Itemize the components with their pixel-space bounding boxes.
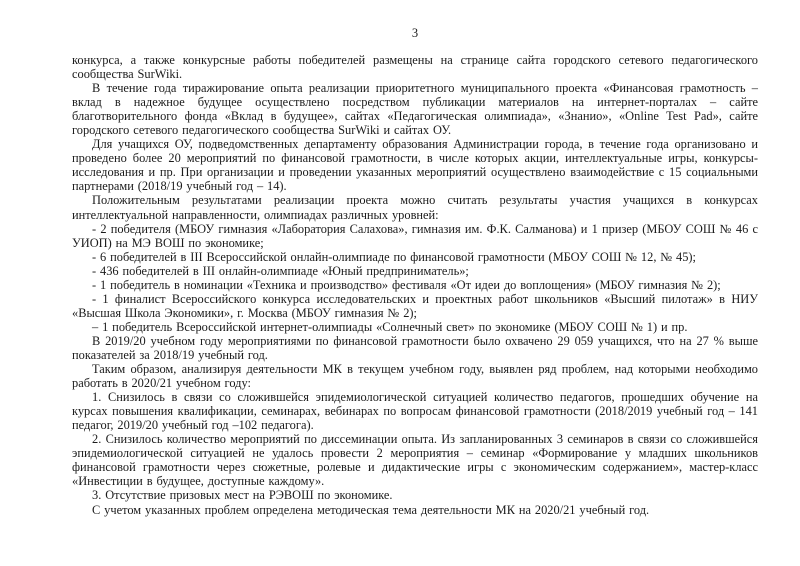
paragraph: Для учащихся ОУ, подведомственных департаменту образования Администрации города, в течение года организовано и проведено более 20 мероприятий по финансовой грамотности, в числе которых акции, интеллектуальные игры, конкурсы-исследования и пр. При организации и проведении указанных мероприятий осуществлено взаимодействие с 15 социальными партнерами (2018/19 учебный год – 14). [72,137,758,194]
paragraph: В 2019/20 учебном году мероприятиями по финансовой грамотности было охвачено 29 059 учащихся, что на 27 % выше показателей за 2018/19 учебный год. [72,333,758,362]
paragraph: С учетом указанных проблем определена методическая тема деятельности МК на 2020/21 учебный год. [92,502,650,517]
paragraph: - 436 победителей в III онлайн-олимпиаде «Юный предприниматель»; [92,263,469,278]
paragraph: Таким образом, анализируя деятельности МК в текущем учебном году, выявлен ряд проблем, над которыми необходимо работать в 2020/21 учебном году: [72,362,758,391]
paragraph: - 2 победителя (МБОУ гимназия «Лаборатория Салахова», гимназия им. Ф.К. Салманова) и 1 призер (МБОУ СОШ № 46 с УИОП) на МЭ ВОШ по экономике; [72,221,758,250]
paragraph: В течение года тиражирование опыта реализации приоритетного муниципального проекта «Финансовая грамотность – вклад в надежное будущее осуществлено посредством публикации материалов на интернет-порталах – сайте благотворительного фонда «Вклад в будущее», сайтах «Педагогическая олимпиада», «Знанио», «Online Test Pad», сайте городского сетевого педагогического сообщества SurWiki и сайтах ОУ. [72,81,758,138]
paragraph: 2. Снизилось количество мероприятий по диссеминации опыта. Из запланированных 3 семинаров в связи со сложившейся эпидемиологической ситуацией не удалось провести 2 мероприятия – семинар «Формирование у младших школьников финансовой грамотности через сюжетные, ролевые и дидактические игры с экономическим содержанием», мастер-класс «Инвестиции в будущее, доступные каждому». [72,432,758,489]
paragraph: конкурса, а также конкурсные работы победителей размещены на странице сайта городского сетевого педагогического сообщества SurWiki. [72,53,758,82]
paragraph: - 1 победитель в номинации «Техника и производство» фестиваля «От идеи до воплощения» (МБОУ гимназия № 2); [92,277,721,292]
paragraph: - 6 победителей в III Всероссийской онлайн-олимпиаде по финансовой грамотности (МБОУ СОШ № 12, № 45); [92,249,697,264]
document-body [72,53,758,517]
paragraph: Положительным результатами реализации проекта можно считать результаты участия учащихся в конкурсах интеллектуальной направленности, олимпиадах различных уровней: [72,193,758,222]
paragraph: 1. Снизилось в связи со сложившейся эпидемиологической ситуацией количество педагогов, прошедших обучение на курсах повышения квалификации, семинарах, вебинарах по вопросам финансовой грамотности (2018/2019 учебный год – 141 педагог, 2019/20 учебный год –102 педагога). [72,390,758,433]
page-number: 3 [411,26,419,40]
paragraph: 3. Отсутствие призовых мест на РЭВОШ по экономике. [92,488,393,503]
paragraph: - 1 финалист Всероссийского конкурса исследовательских и проектных работ школьников «Высший пилотаж» в НИУ «Высшая Школа Экономики», г. Москва (МБОУ гимназия № 2); [72,291,758,320]
paragraph: – 1 победитель Всероссийской интернет-олимпиады «Солнечный свет» по экономике (МБОУ СОШ № 1) и пр. [92,319,688,334]
